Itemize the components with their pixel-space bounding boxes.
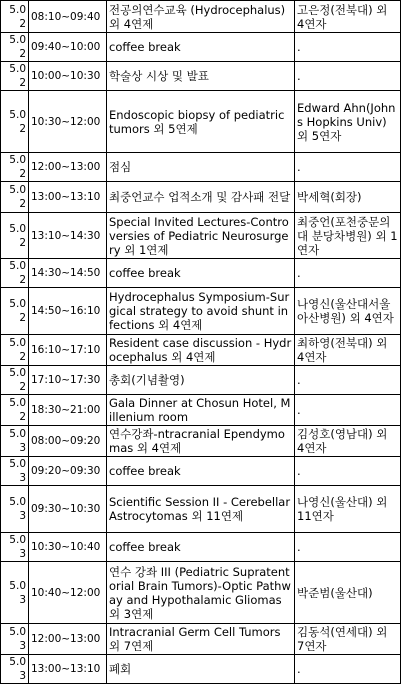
date-cell: 5.02 — [1, 259, 29, 288]
time-cell: 18:30~21:00 — [29, 395, 107, 426]
speaker-cell: 김동석(연세대) 외 7연자 — [295, 624, 401, 655]
date-cell: 5.03 — [1, 457, 29, 486]
title-cell: coffee break — [107, 33, 295, 62]
time-cell: 14:30~14:50 — [29, 259, 107, 288]
date-cell: 5.02 — [1, 1, 29, 33]
date-cell: 5.02 — [1, 153, 29, 182]
speaker-cell: Edward Ahn(Johns Hopkins Univ) 외 5연자 — [295, 91, 401, 153]
table-row — [1, 259, 401, 288]
speaker-cell: . — [295, 259, 401, 288]
date-cell: 5.03 — [1, 426, 29, 457]
speaker-cell: . — [295, 366, 401, 395]
table-row — [1, 182, 401, 213]
speaker-cell: . — [295, 655, 401, 684]
time-cell: 09:30~10:30 — [29, 486, 107, 533]
time-cell: 12:00~13:00 — [29, 624, 107, 655]
schedule-body — [1, 1, 401, 684]
title-cell: 폐회 — [107, 655, 295, 684]
speaker-cell: . — [295, 153, 401, 182]
table-row — [1, 335, 401, 366]
table-row — [1, 486, 401, 533]
date-cell: 5.02 — [1, 91, 29, 153]
title-cell: Endoscopic biopsy of pediatric tumors 외 5연제 — [107, 91, 295, 153]
title-cell: 총회(기념촬영) — [107, 366, 295, 395]
date-cell: 5.03 — [1, 655, 29, 684]
speaker-cell: 박세혁(회장) — [295, 182, 401, 213]
time-cell: 13:00~13:10 — [29, 182, 107, 213]
table-row — [1, 366, 401, 395]
title-cell: Scientific Session II - Cerebellar Astrocytomas 외 11연제 — [107, 486, 295, 533]
time-cell: 10:00~10:30 — [29, 62, 107, 91]
table-row — [1, 62, 401, 91]
title-cell: Special Invited Lectures-Controversies of Pediatric Neurosurgery 외 1연제 — [107, 213, 295, 259]
time-cell: 13:00~13:10 — [29, 655, 107, 684]
speaker-cell: 박준범(울산대) — [295, 562, 401, 624]
title-cell: 연수 강좌 III (Pediatric Supratentorial Brain Tumors)-Optic Pathway and Hypothalamic Gliomas 외 3연제 — [107, 562, 295, 624]
date-cell: 5.02 — [1, 33, 29, 62]
title-cell: Resident case discussion - Hydrocephalus 외 4연제 — [107, 335, 295, 366]
table-row — [1, 457, 401, 486]
time-cell: 08:00~09:20 — [29, 426, 107, 457]
title-cell: 연수강좌-ntracranial Ependymomas 외 4연제 — [107, 426, 295, 457]
time-cell: 09:20~09:30 — [29, 457, 107, 486]
table-row — [1, 562, 401, 624]
table-row — [1, 395, 401, 426]
title-cell: coffee break — [107, 259, 295, 288]
table-row — [1, 655, 401, 684]
table-row — [1, 288, 401, 335]
speaker-cell: 나영신(울산대) 외 11연자 — [295, 486, 401, 533]
time-cell: 09:40~10:00 — [29, 33, 107, 62]
time-cell: 08:10~09:40 — [29, 1, 107, 33]
table-row — [1, 33, 401, 62]
date-cell: 5.02 — [1, 335, 29, 366]
table-row — [1, 213, 401, 259]
time-cell: 10:30~12:00 — [29, 91, 107, 153]
date-cell: 5.03 — [1, 486, 29, 533]
title-cell: Hydrocephalus Symposium-Surgical strategy to avoid shunt infections 외 4연제 — [107, 288, 295, 335]
date-cell: 5.02 — [1, 366, 29, 395]
time-cell: 10:30~10:40 — [29, 533, 107, 562]
date-cell: 5.03 — [1, 533, 29, 562]
table-row — [1, 153, 401, 182]
title-cell: coffee break — [107, 533, 295, 562]
title-cell: Gala Dinner at Chosun Hotel, Millenium room — [107, 395, 295, 426]
speaker-cell: 최중언(포천중문의대 분당차병원) 외 1연자 — [295, 213, 401, 259]
speaker-cell: . — [295, 457, 401, 486]
table-row — [1, 426, 401, 457]
speaker-cell: 고은정(전북대) 외 4연자 — [295, 1, 401, 33]
speaker-cell: . — [295, 533, 401, 562]
speaker-cell: 최하영(전북대) 외 4연자 — [295, 335, 401, 366]
speaker-cell: . — [295, 33, 401, 62]
time-cell: 14:50~16:10 — [29, 288, 107, 335]
time-cell: 10:40~12:00 — [29, 562, 107, 624]
time-cell: 13:10~14:30 — [29, 213, 107, 259]
date-cell: 5.03 — [1, 562, 29, 624]
time-cell: 16:10~17:10 — [29, 335, 107, 366]
date-cell: 5.02 — [1, 62, 29, 91]
speaker-cell: . — [295, 395, 401, 426]
speaker-cell: 나영신(울산대서울아산병원) 외 4연자 — [295, 288, 401, 335]
title-cell: coffee break — [107, 457, 295, 486]
title-cell: 최중언교수 업적소개 및 감사패 전달 — [107, 182, 295, 213]
time-cell: 17:10~17:30 — [29, 366, 107, 395]
speaker-cell: . — [295, 62, 401, 91]
title-cell: 학술상 시상 및 발표 — [107, 62, 295, 91]
title-cell: Intracranial Germ Cell Tumors 외 7연제 — [107, 624, 295, 655]
table-row — [1, 91, 401, 153]
date-cell: 5.02 — [1, 182, 29, 213]
date-cell: 5.02 — [1, 288, 29, 335]
speaker-cell: 김성호(영남대) 외 4연자 — [295, 426, 401, 457]
date-cell: 5.02 — [1, 395, 29, 426]
date-cell: 5.03 — [1, 624, 29, 655]
table-row — [1, 533, 401, 562]
title-cell: 점심 — [107, 153, 295, 182]
table-row — [1, 1, 401, 33]
table-row — [1, 624, 401, 655]
date-cell: 5.02 — [1, 213, 29, 259]
title-cell: 전공의연수교육 (Hydrocephalus) 외 4연제 — [107, 1, 295, 33]
time-cell: 12:00~13:00 — [29, 153, 107, 182]
